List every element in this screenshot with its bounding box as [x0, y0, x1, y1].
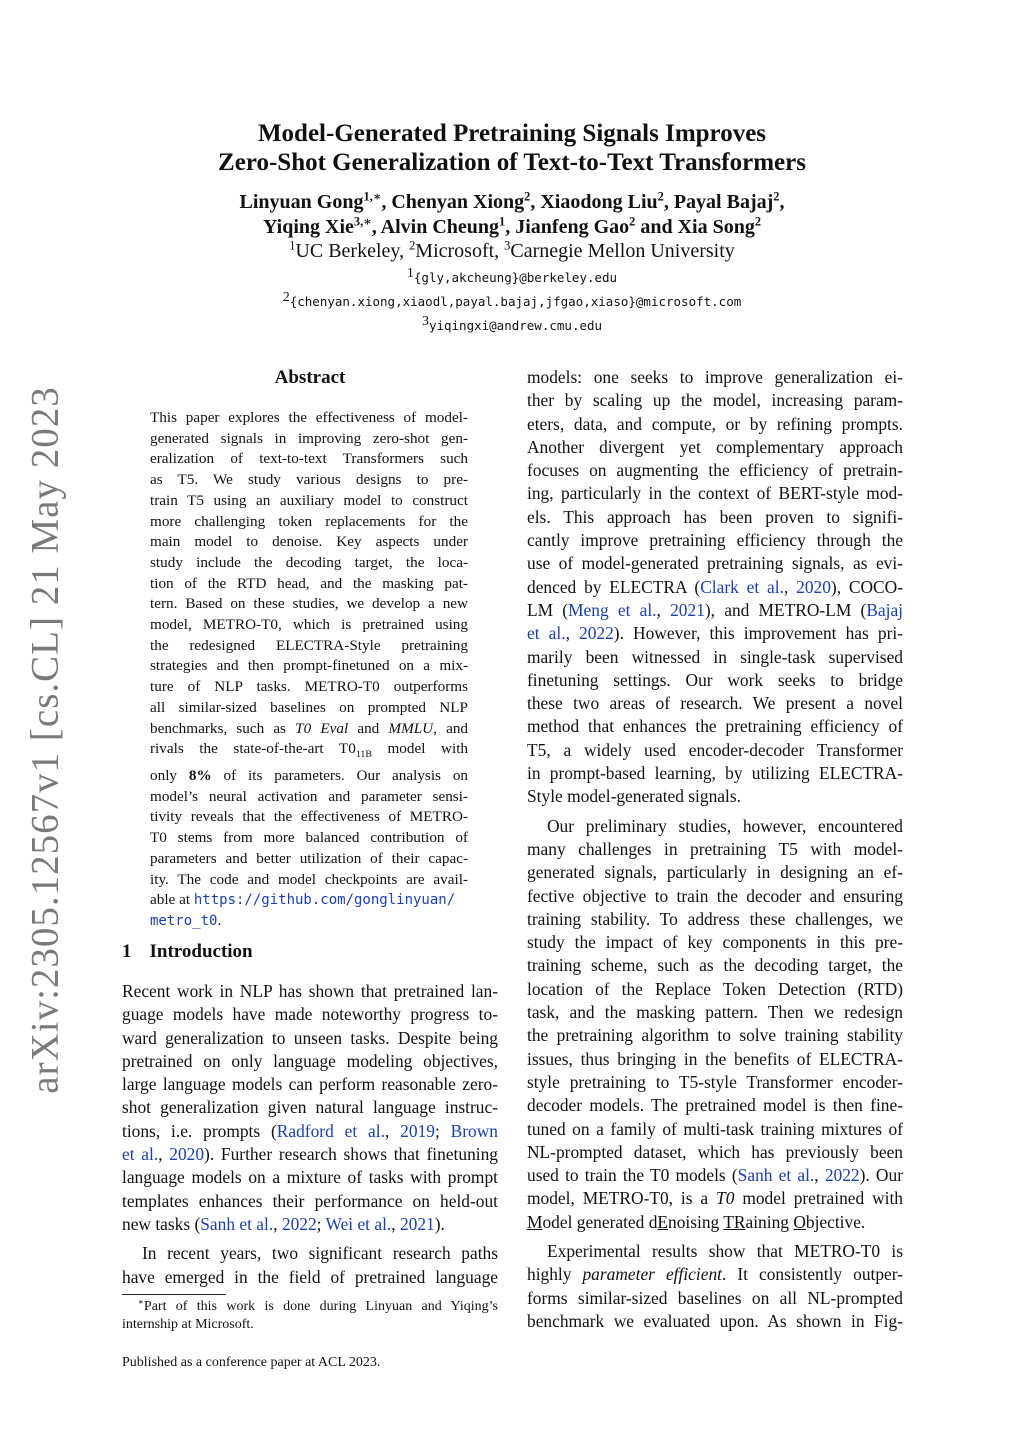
text-line: Another divergent yet complementary approach — [527, 436, 903, 457]
section-heading — [122, 941, 253, 963]
text-line: location of the Replace Token Detection (RTD) — [527, 978, 903, 999]
citation-link[interactable]: 2020 — [796, 576, 831, 597]
text-line: marily been witnessed in single-task supervised — [527, 646, 903, 667]
text-line: used to train the T0 models (Sanh et al., 2022). Our — [527, 1165, 903, 1186]
text-line: many challenges in pretraining T5 with model- — [527, 838, 903, 859]
text-line: language models on a mixture of tasks with prompt — [122, 1167, 498, 1188]
affil-name: Microsoft, — [415, 240, 500, 262]
text-line: use of model-generated pretraining signals, as evi- — [527, 553, 903, 574]
citation-link[interactable]: 2020 — [169, 1144, 205, 1165]
text-line: benchmark we evaluated upon. As shown in Fig- — [527, 1310, 903, 1331]
text-line: Style model-generated signals. — [527, 786, 741, 807]
citation-link[interactable]: 2021 — [670, 599, 705, 620]
affil-mark: 3 — [504, 238, 511, 253]
text-line: forms similar-sized baselines on all NL-prompted — [527, 1287, 903, 1308]
text-line: the pretraining algorithm to solve training stability — [527, 1025, 903, 1046]
email-mark: 1 — [406, 265, 414, 281]
abstract-line: ture of NLP tasks. METRO-T0 outperforms — [150, 678, 468, 696]
citation-link[interactable]: Wei et al. — [325, 1213, 392, 1234]
title-line-2: Zero-Shot Generalization of Text-to-Text Transformers — [218, 149, 806, 176]
author-mark: 2 — [629, 214, 636, 229]
email-line — [0, 266, 1024, 290]
text-line: new tasks (Sanh et al., 2022; Wei et al., 2021). — [122, 1213, 445, 1234]
arxiv-identifier: arXiv:2305.12567v1 [cs.CL] 21 May 2023 — [23, 386, 67, 1094]
author-mark: 2 — [657, 189, 664, 204]
abstract-line: parameters and better utilization of their capac- — [150, 849, 468, 867]
text-line: tions, i.e. prompts (Radford et al., 2019; Brown — [122, 1120, 498, 1141]
author-mark: 1 — [499, 214, 506, 229]
email-mark: 3 — [421, 313, 429, 329]
citation-link[interactable]: et al. — [122, 1144, 159, 1165]
author-name: Chenyan Xiong — [391, 191, 525, 213]
affil-name: UC Berkeley, — [295, 240, 405, 262]
abstract-line: tern. Based on these studies, we develop a new — [150, 595, 468, 613]
abstract-heading: Abstract — [274, 367, 346, 388]
citation-link[interactable]: 2022 — [824, 1165, 860, 1186]
text-line: Experimental results show that METRO-T0 is — [547, 1240, 903, 1261]
abstract-line: rivals the state-of-the-art $T0_{11B}$ model with — [150, 740, 469, 761]
abstract-line: as T5. We study various designs to pre- — [150, 471, 468, 489]
affil-mark: 2 — [409, 238, 416, 253]
abstract-line: tion of the RTD head, and the masking pat- — [150, 574, 468, 592]
abstract-line: strategies and then prompt-finetuned on a mix- — [150, 657, 468, 675]
text-line: model, METRO-T0, is a T0 model pretrained with — [527, 1188, 903, 1209]
abstract-line: able at https://github.com/gonglinyuan/ — [150, 891, 456, 909]
text-line: style pretraining to T5-style Transformer encoder- — [527, 1071, 903, 1092]
footnote-divider — [122, 1294, 226, 1295]
emphasis: parameter efficient — [582, 1264, 722, 1285]
text-line: fective objective to train the decoder and ensuring — [527, 885, 903, 906]
benchmark-name: T0 Eval — [295, 719, 349, 737]
author-emails — [0, 266, 1024, 338]
abstract-line: main model to denoise. Key aspects under — [150, 533, 468, 551]
author-name: Linyuan Gong — [239, 191, 364, 213]
text-line: decoder models. The pretrained model is then fine- — [527, 1095, 903, 1116]
metro-acronym-line: Model generated dEnoising TRaining Objective. — [527, 1211, 866, 1232]
title-line-1: Model-Generated Pretraining Signals Improves — [257, 120, 767, 147]
benchmark-name: MMLU — [388, 719, 434, 737]
text-line: task, and the masking pattern. Then we redesign — [527, 1002, 903, 1023]
text-line: cantly improve pretraining efficiency through the — [527, 530, 903, 551]
citation-link[interactable]: 2022 — [579, 623, 614, 644]
citation-link[interactable]: Radford et al. — [276, 1120, 385, 1141]
abstract-line: train T5 using an auxiliary model to construct — [150, 491, 468, 509]
text-line: LM (Meng et al., 2021), and METRO-LM (Bajaj — [527, 599, 904, 620]
email-line — [0, 314, 1024, 338]
abstract-line: more challenging token replacements for the — [150, 512, 468, 530]
publication-note: Published as a conference paper at ACL 2023. — [122, 1355, 381, 1370]
text-line: guage models have made noteworthy progress to- — [122, 1004, 498, 1025]
affiliations — [0, 239, 1024, 264]
section-number: 1 — [122, 941, 132, 962]
text-line: pretrained on only language modeling objectives, — [122, 1050, 498, 1071]
email: {gly,akcheung}@berkeley.edu — [413, 270, 618, 285]
text-line: In recent years, two significant research paths — [142, 1243, 498, 1264]
text-line: Our preliminary studies, however, encountered — [547, 815, 903, 836]
citation-link[interactable]: Bajaj — [866, 599, 904, 620]
affil-mark: 1 — [289, 238, 296, 253]
author-mark: 3,∗ — [353, 214, 372, 229]
abstract-line: study include the decoding target, the loca- — [150, 553, 468, 571]
footnote-mark: ∗ — [138, 1296, 144, 1307]
model-subscript: 11B — [355, 749, 372, 761]
author-line-2: Yiqing Xie$^{3,∗}$, Alvin Cheung$^1$, Jianfeng Gao$^2$ and Xia Song$^2$ — [262, 214, 762, 238]
model-name: T0 — [716, 1188, 735, 1209]
citation-link[interactable]: 2021 — [399, 1213, 435, 1234]
text-line: ther by scaling up the model, increasing param- — [527, 390, 903, 411]
author-list — [0, 190, 1024, 240]
paper-title — [0, 119, 1024, 177]
footnote — [122, 1298, 498, 1334]
abstract-line: metro_t0. — [150, 911, 222, 929]
abstract-line: tivity reveals that the effectiveness of METRO- — [150, 808, 468, 826]
text-line: training scheme, such as the decoding target, the — [527, 955, 903, 976]
citation-link[interactable]: Clark et al. — [700, 576, 784, 597]
citation-link[interactable]: Sanh et al. — [200, 1213, 274, 1234]
citation-link[interactable]: Brown — [450, 1120, 498, 1141]
citation-link[interactable]: Meng et al. — [568, 599, 657, 620]
text-line: els. This approach has been proven to signifi- — [527, 506, 903, 527]
author-name: Xia Song — [677, 216, 755, 238]
section-title: Introduction — [149, 941, 253, 962]
text-line: models: one seeks to improve generalization ei- — [527, 367, 903, 387]
intro-left-column — [122, 980, 498, 1289]
text-line: focuses on augmenting the efficiency of pretrain- — [527, 460, 903, 481]
text-line: NL-prompted dataset, which has previously been — [527, 1141, 903, 1162]
text-line: ward generalization to unseen tasks. Despite being — [122, 1027, 498, 1048]
author-mark: 2 — [773, 189, 780, 204]
abstract-line: all similar-sized baselines on prompted NLP — [150, 698, 468, 716]
author-name: Jianfeng Gao — [515, 216, 630, 238]
text-line: T5, a widely used encoder-decoder Transformer — [527, 739, 903, 760]
email-line — [0, 290, 1024, 314]
intro-right-column — [527, 366, 903, 1333]
text-line: et al., 2022). However, this improvement has pri- — [527, 623, 903, 644]
abstract-line: T0 stems from more balanced contribution of — [150, 829, 468, 847]
text-line: these two areas of research. We present a novel — [527, 693, 903, 714]
text-line: finetuning settings. Our work seeks to bridge — [527, 669, 903, 690]
text-line: generated signals, particularly in designing an ef- — [527, 862, 903, 883]
text-line: highly parameter efficient. It consistently outper- — [527, 1264, 903, 1285]
author-mark: 2 — [754, 214, 762, 229]
author-name: Xiaodong Liu — [540, 191, 658, 213]
text-line: denced by ELECTRA (Clark et al., 2020), COCO- — [527, 576, 903, 597]
email: {chenyan.xiong,xiaodl,payal.bajaj,jfgao,xiaso}@microsoft.com — [289, 294, 742, 309]
text-line: method that enhances the pretraining efficiency of — [527, 716, 903, 737]
text-line: issues, thus bringing in the benefits of ELECTRA- — [527, 1048, 903, 1069]
author-mark: 2 — [524, 189, 531, 204]
citation-link[interactable]: 2022 — [281, 1213, 317, 1234]
abstract-line: model, METRO-T0, which is pretrained using — [150, 616, 468, 634]
text-line: study the impact of key components in this pre- — [527, 932, 903, 953]
abstract-line: the redesigned ELECTRA-Style pretraining — [150, 636, 468, 654]
email-mark: 2 — [282, 289, 290, 305]
citation-link[interactable]: et al. — [527, 623, 566, 644]
text-line: in prompt-based learning, by utilizing ELECTRA- — [527, 763, 903, 784]
author-conjunction: and — [640, 216, 673, 238]
text-line: et al., 2020). Further research shows that finetuning — [122, 1144, 498, 1165]
code-link[interactable]: metro_t0 — [150, 912, 218, 929]
code-link[interactable]: https://github.com/gonglinyuan/ — [193, 892, 456, 909]
text-line: templates enhances their performance on held-out — [122, 1190, 498, 1211]
abstract-line: This paper explores the effectiveness of model- — [150, 409, 468, 426]
author-line-1: Linyuan Gong$^{1,∗}$, Chenyan Xiong$^2$, Xiaodong Liu$^2$, Payal Bajaj$^2$, — [239, 189, 785, 213]
text-line: training stability. To address these challenges, we — [527, 908, 903, 929]
text-line: tuned on a family of multi-task training mixtures of — [527, 1118, 903, 1139]
abstract-body — [150, 408, 468, 932]
author-name: Alvin Cheung — [380, 216, 500, 238]
abstract-line: only 8% of its parameters. Our analysis on — [150, 766, 469, 784]
abstract-line: ity. The code and model checkpoints are avail- — [150, 870, 468, 888]
footnote-line: internship at Microsoft. — [122, 1317, 254, 1332]
author-name: Yiqing Xie — [262, 216, 354, 238]
abstract-line: eralization of text-to-text Transformers such — [150, 450, 468, 468]
abstract-line: model’s neural activation and parameter sensi- — [150, 787, 468, 805]
text-line: large language models can perform reasonable zero- — [122, 1074, 498, 1095]
author-mark: 1,∗ — [363, 189, 382, 204]
citation-link[interactable]: 2019 — [400, 1120, 435, 1141]
text-line: have emerged in the field of pretrained language — [122, 1266, 498, 1287]
abstract-line: generated signals in improving zero-shot gen- — [150, 429, 468, 447]
affil-name: Carnegie Mellon University — [510, 240, 735, 262]
citation-link[interactable]: Sanh et al. — [737, 1165, 815, 1186]
abstract-line: benchmarks, such as T0 Eval and MMLU, and — [150, 719, 469, 737]
text-line: ing, particularly in the context of BERT-style mod- — [527, 483, 903, 504]
text-line: shot generalization given natural language instruc- — [122, 1097, 498, 1118]
email: yiqingxi@andrew.cmu.edu — [428, 318, 603, 333]
param-percentage: 8% — [188, 766, 212, 784]
text-line: Recent work in NLP has shown that pretrained lan- — [122, 981, 498, 1001]
author-name: Payal Bajaj — [673, 191, 774, 213]
footnote-line: ∗Part of this work is done during Linyuan and Yiqing’s — [138, 1296, 498, 1314]
text-line: eters, data, and compute, or by refining prompts. — [527, 413, 903, 434]
